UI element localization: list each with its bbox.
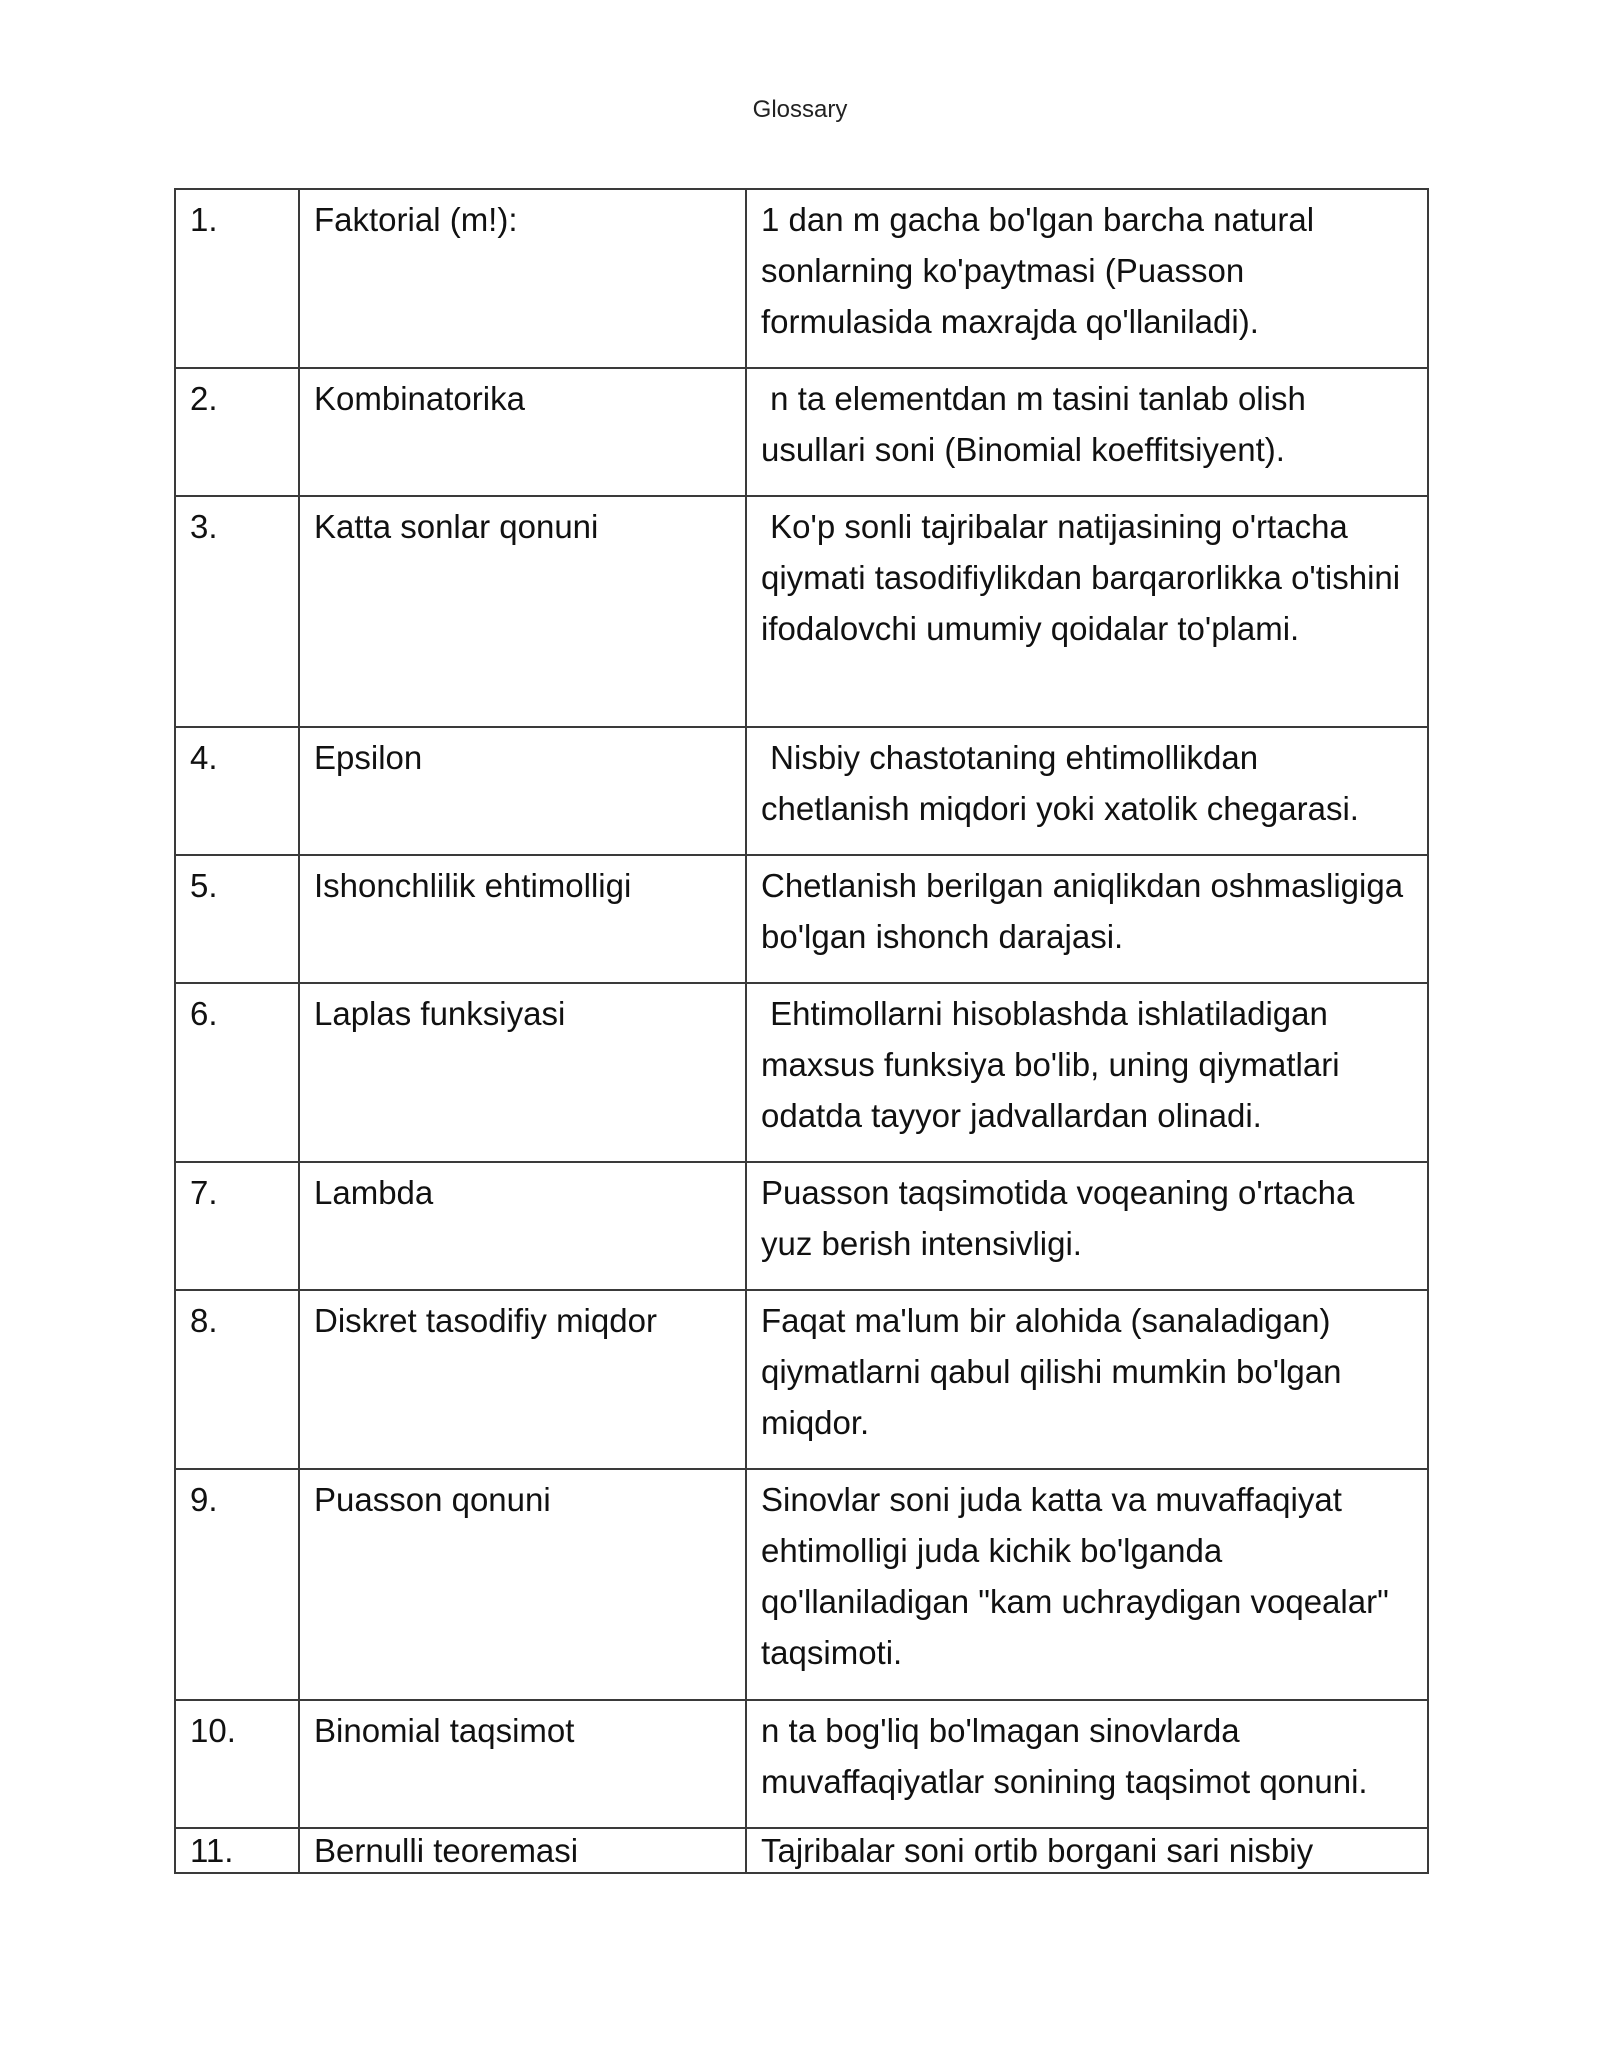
definition-cell: Tajribalar soni ortib borgani sari nisbiy (746, 1828, 1428, 1873)
table-row (175, 496, 1428, 727)
table-row (175, 368, 1428, 496)
term-cell: Ishonchlilik ehtimolligi (299, 855, 746, 983)
row-number: 9. (175, 1469, 299, 1700)
row-number: 2. (175, 368, 299, 496)
definition-cell: Ko'p sonli tajribalar natijasining o'rtacha qiymati tasodifiylikdan barqarorlikka o'tishini ifodalovchi umumiy qoidalar to'plami. (746, 496, 1428, 727)
row-number: 1. (175, 189, 299, 368)
row-number: 11. (175, 1828, 299, 1873)
row-number: 7. (175, 1162, 299, 1290)
term-cell: Puasson qonuni (299, 1469, 746, 1700)
table-row (175, 727, 1428, 855)
definition-cell: Puasson taqsimotida voqeaning o'rtacha yuz berish intensivligi. (746, 1162, 1428, 1290)
term-cell: Faktorial (m!): (299, 189, 746, 368)
table-row (175, 855, 1428, 983)
term-cell: Lambda (299, 1162, 746, 1290)
table-row (175, 1469, 1428, 1700)
row-number: 5. (175, 855, 299, 983)
row-number: 6. (175, 983, 299, 1162)
row-number: 4. (175, 727, 299, 855)
term-cell: Diskret tasodifiy miqdor (299, 1290, 746, 1469)
definition-cell: Nisbiy chastotaning ehtimollikdan chetlanish miqdori yoki xatolik chegarasi. (746, 727, 1428, 855)
term-cell: Kombinatorika (299, 368, 746, 496)
term-cell: Epsilon (299, 727, 746, 855)
definition-cell: Sinovlar soni juda katta va muvaffaqiyat ehtimolligi juda kichik bo'lganda qo'llaniladigan "kam uchraydigan voqealar" taqsimoti. (746, 1469, 1428, 1700)
table-row (175, 1162, 1428, 1290)
term-cell: Bernulli teoremasi (299, 1828, 746, 1873)
definition-cell: Chetlanish berilgan aniqlikdan oshmasligiga bo'lgan ishonch darajasi. (746, 855, 1428, 983)
definition-cell: Ehtimollarni hisoblashda ishlatiladigan maxsus funksiya bo'lib, uning qiymatlari odatda tayyor jadvallardan olinadi. (746, 983, 1428, 1162)
page-header: Glossary (752, 96, 848, 123)
table-row (175, 189, 1428, 368)
term-cell: Binomial taqsimot (299, 1700, 746, 1828)
term-cell: Laplas funksiyasi (299, 983, 746, 1162)
row-number: 8. (175, 1290, 299, 1469)
definition-cell: n ta bog'liq bo'lmagan sinovlarda muvaffaqiyatlar sonining taqsimot qonuni. (746, 1700, 1428, 1828)
row-number: 3. (175, 496, 299, 727)
table-row (175, 1828, 1428, 1873)
definition-cell: Faqat ma'lum bir alohida (sanaladigan) qiymatlarni qabul qilishi mumkin bo'lgan miqdor. (746, 1290, 1428, 1469)
glossary-table (174, 188, 1429, 1874)
definition-cell: 1 dan m gacha bo'lgan barcha natural sonlarning ko'paytmasi (Puasson formulasida maxrajda qo'llaniladi). (746, 189, 1428, 368)
term-cell: Katta sonlar qonuni (299, 496, 746, 727)
definition-cell: n ta elementdan m tasini tanlab olish usullari soni (Binomial koeffitsiyent). (746, 368, 1428, 496)
table-row (175, 1290, 1428, 1469)
row-number: 10. (175, 1700, 299, 1828)
table-row (175, 1700, 1428, 1828)
table-row (175, 983, 1428, 1162)
